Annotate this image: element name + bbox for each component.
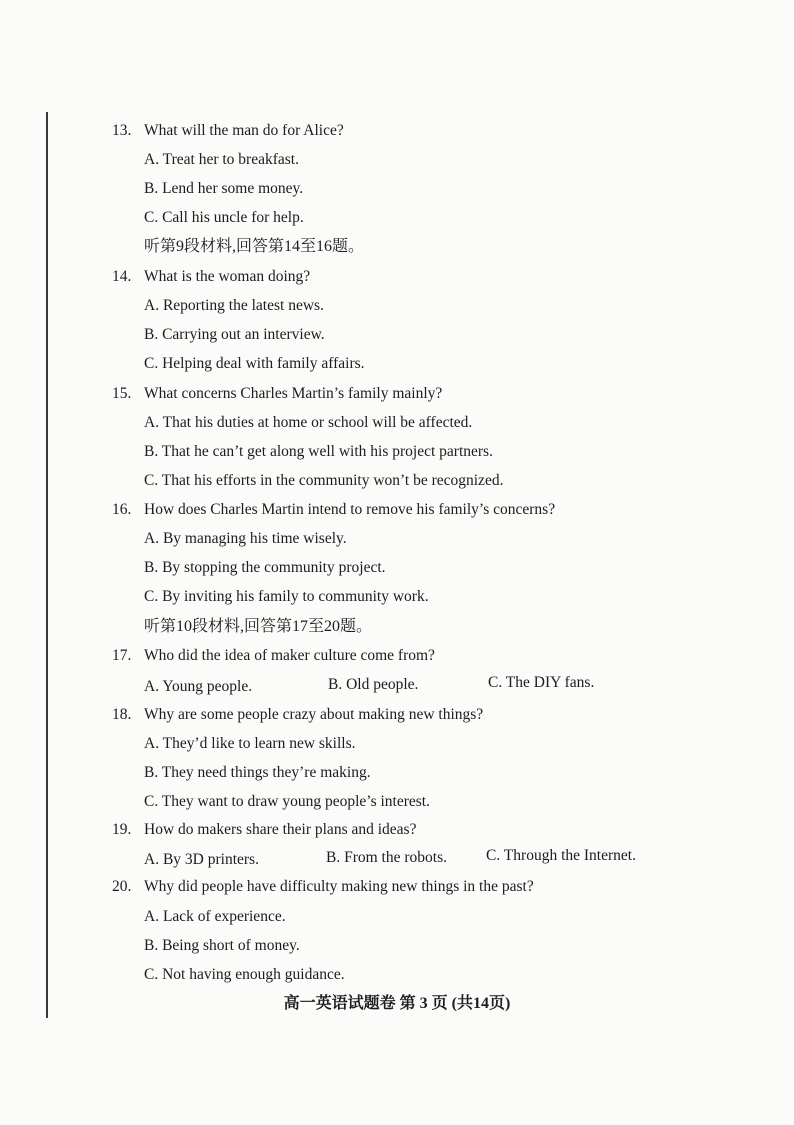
binding-margin-line — [46, 112, 48, 1018]
option-20b: B. Being short of money. — [144, 937, 300, 954]
question-number: 19. — [112, 821, 132, 838]
option-18b: B. They need things they’re making. — [144, 764, 371, 781]
question-text: What concerns Charles Martin’s family mainly? — [144, 385, 443, 402]
option-20a: A. Lack of experience. — [144, 908, 286, 925]
option-15a: A. That his duties at home or school will be affected. — [144, 414, 473, 431]
option-18c: C. They want to draw young people’s interest. — [144, 793, 430, 810]
question-19 — [112, 820, 416, 840]
option-19b: B. From the robots. — [326, 849, 447, 866]
question-17 — [112, 646, 435, 666]
option-20c: C. Not having enough guidance. — [144, 966, 345, 983]
question-20 — [112, 877, 534, 897]
question-number: 18. — [112, 706, 132, 723]
question-text: What is the woman doing? — [144, 268, 311, 285]
option-16b: B. By stopping the community project. — [144, 559, 386, 576]
question-number: 20. — [112, 878, 132, 895]
option-14b: B. Carrying out an interview. — [144, 326, 325, 343]
question-number: 17. — [112, 647, 132, 664]
option-16a: A. By managing his time wisely. — [144, 530, 347, 547]
option-13c: C. Call his uncle for help. — [144, 209, 304, 226]
page-footer: 高一英语试题卷 第 3 页 (共14页) — [283, 995, 511, 1012]
option-13a: A. Treat her to breakfast. — [144, 151, 299, 168]
question-number: 13. — [112, 122, 132, 139]
option-15c: C. That his efforts in the community won’t be recognized. — [144, 472, 504, 489]
option-17b: B. Old people. — [328, 676, 419, 693]
option-16c: C. By inviting his family to community work. — [144, 588, 429, 605]
section-instruction-10: 听第10段材料,回答第17至20题。 — [144, 618, 373, 635]
option-14c: C. Helping deal with family affairs. — [144, 355, 365, 372]
question-text: What will the man do for Alice? — [144, 122, 344, 139]
question-16 — [112, 500, 555, 520]
question-text: How do makers share their plans and ideas? — [144, 821, 417, 838]
question-text: How does Charles Martin intend to remove his family’s concerns? — [144, 501, 556, 518]
option-13b: B. Lend her some money. — [144, 180, 304, 197]
question-text: Why did people have difficulty making new things in the past? — [144, 878, 534, 895]
question-number: 15. — [112, 385, 132, 402]
question-18 — [112, 705, 483, 725]
question-14 — [112, 267, 310, 287]
option-14a: A. Reporting the latest news. — [144, 297, 324, 314]
option-19c: C. Through the Internet. — [486, 847, 636, 864]
option-15b: B. That he can’t get along well with his project partners. — [144, 443, 493, 460]
question-15 — [112, 384, 442, 404]
option-18a: A. They’d like to learn new skills. — [144, 735, 356, 752]
question-text: Who did the idea of maker culture come from? — [144, 647, 435, 664]
question-13 — [112, 121, 344, 141]
question-text: Why are some people crazy about making new things? — [144, 706, 484, 723]
question-number: 16. — [112, 501, 132, 518]
option-17a: A. Young people. — [144, 678, 253, 695]
question-number: 14. — [112, 268, 132, 285]
option-17c: C. The DIY fans. — [488, 674, 595, 691]
option-19a: A. By 3D printers. — [144, 851, 259, 868]
section-instruction-9: 听第9段材料,回答第14至16题。 — [144, 238, 365, 255]
